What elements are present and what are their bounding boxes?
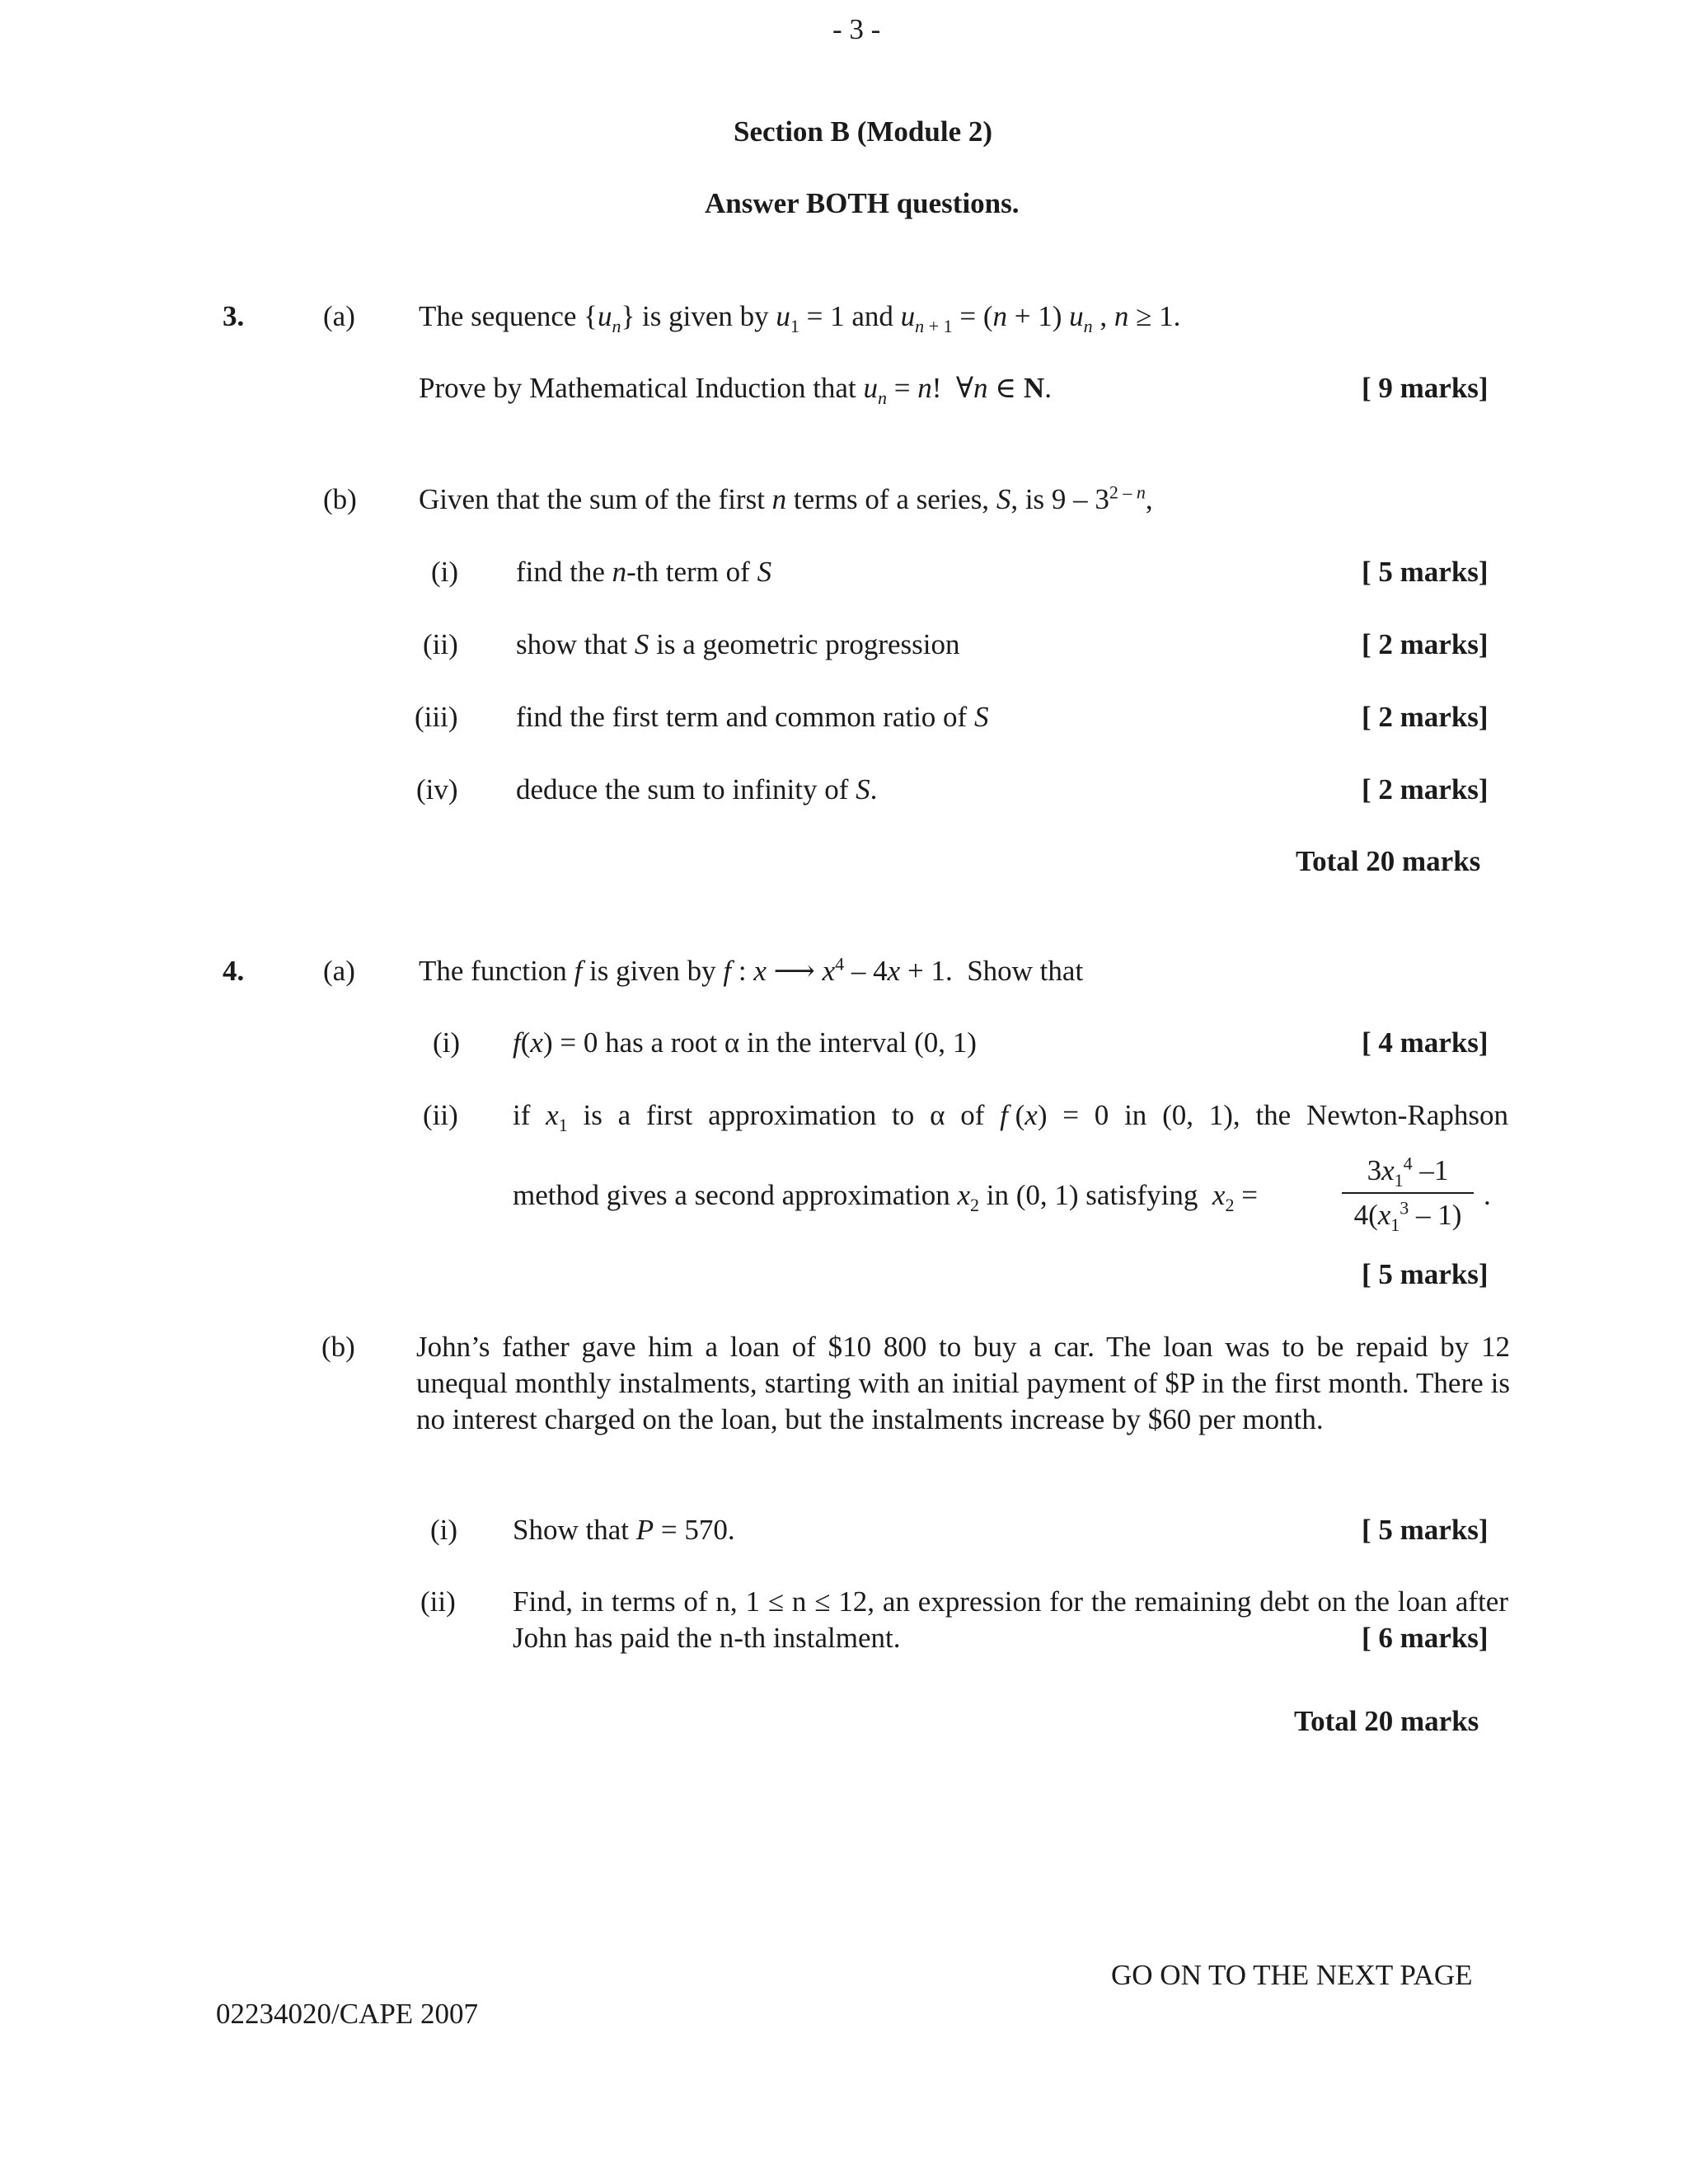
q3b-iv-label: (iv) — [416, 773, 458, 805]
q4a-ii-marks: [ 5 marks] — [1362, 1258, 1489, 1290]
next-page-notice: GO ON TO THE NEXT PAGE — [1111, 1959, 1473, 1991]
q3-number: 3. — [223, 300, 245, 332]
newton-raphson-fraction: $3x_1^4$ –1 $4(x_1^3 - 1)$ — [1342, 1154, 1474, 1232]
q3a-marks: [ 9 marks] — [1362, 372, 1489, 404]
q4a-intro: The function f is given by f : x ⟶ $x^4 - 4x + 1$. Show that — [419, 953, 1084, 987]
q3b-ii-label: (ii) — [423, 628, 458, 660]
q4b-ii-marks: [ 6 marks] — [1362, 1622, 1489, 1654]
q3-total: Total 20 marks — [1296, 845, 1481, 877]
q4a-i-text: f(x) = 0 has a root α in the interval (0, 1) — [513, 1026, 977, 1059]
q3b-ii-marks: [ 2 marks] — [1362, 628, 1489, 660]
q4b-paragraph: John’s father gave him a loan of $10 800 to buy a car. The loan was to be repaid by 12 unequal monthly instalments, starting with an initial payment of $P in the first month. There is no interest charged on the loan, but the instalments increase by $60 per month. — [416, 1331, 1510, 1435]
q4a-ii-line2: method gives a second approximation $x_2$ in (0, 1) satisfying $x_2$ = — [513, 1179, 1258, 1215]
q4b-label: (b) — [321, 1331, 355, 1363]
q4-total: Total 20 marks — [1294, 1705, 1479, 1737]
q4b-i-label: (i) — [430, 1514, 458, 1546]
q3b-iii-marks: [ 2 marks] — [1362, 701, 1489, 733]
q4a-i-label: (i) — [433, 1026, 461, 1059]
q3b-iii-text: find the first term and common ratio of S — [516, 701, 989, 733]
q3a-label: (a) — [323, 300, 355, 332]
q3b-intro: Given that the sum of the first n terms of a series, S, is 9 – 3$^{2 - n}$, — [419, 481, 1153, 515]
q4b-i-marks: [ 5 marks] — [1362, 1514, 1489, 1546]
paper-code: 02234020/CAPE 2007 — [216, 1998, 478, 2030]
q3a-line2: Prove by Mathematical Induction that $u_n = n$! ∀n ∈ N. — [419, 372, 1052, 408]
q3b-i-text: find the n-th term of S — [516, 556, 772, 588]
q3a-line1: The sequence $\{u_n\}$ is given by $u_1 = 1$ and $u_{n + 1} = (n + 1)$ $u_n$ , n ≥ 1. — [419, 300, 1181, 336]
q4a-ii-line1: if $x_1$ is a first approximation to α of f (x) = 0 in (0, 1), the Newton-Raphson — [513, 1099, 1508, 1135]
q3b-i-label: (i) — [431, 556, 459, 588]
q4b-ii-text: Find, in terms of n, 1 ≤ n ≤ 12, an expression for the remaining debt on the loan after John has paid the n-th instalment. — [513, 1585, 1508, 1654]
q4-number: 4. — [223, 955, 245, 987]
q4b-i-text: Show that P = 570. — [513, 1514, 735, 1546]
q3b-ii-text: show that S is a geometric progression — [516, 628, 960, 660]
q4b-ii-label: (ii) — [420, 1585, 456, 1618]
page-number: - 3 - — [832, 13, 881, 45]
q4a-i-marks: [ 4 marks] — [1362, 1026, 1489, 1059]
q4a-ii-label: (ii) — [423, 1099, 458, 1131]
q4a-label: (a) — [323, 955, 355, 987]
q3b-iv-marks: [ 2 marks] — [1362, 773, 1489, 805]
fraction-period: . — [1484, 1179, 1491, 1211]
q3b-iii-label: (iii) — [415, 701, 458, 733]
q3b-i-marks: [ 5 marks] — [1362, 556, 1489, 588]
q3b-iv-text: deduce the sum to infinity of S. — [516, 773, 878, 805]
section-title: Section B (Module 2) — [734, 115, 993, 148]
q3b-label: (b) — [323, 483, 357, 515]
instruction: Answer BOTH questions. — [705, 187, 1020, 219]
